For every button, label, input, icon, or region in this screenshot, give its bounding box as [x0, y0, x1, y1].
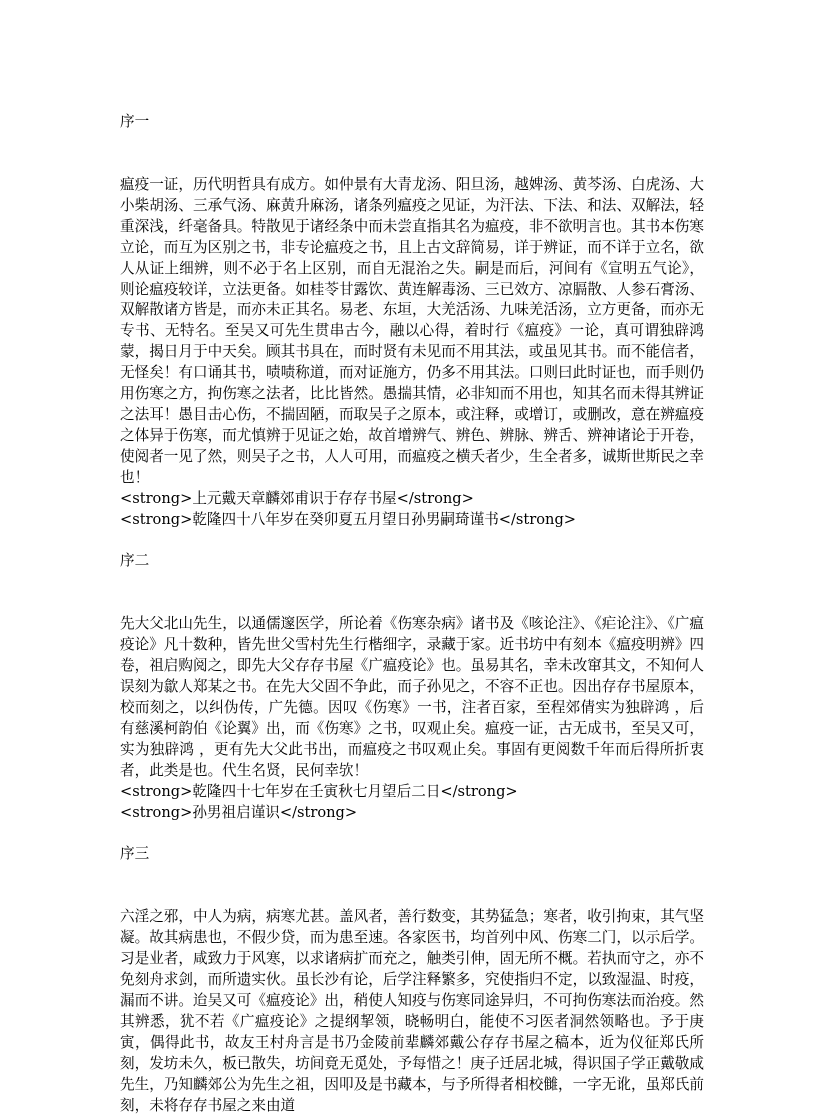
signature-line: <strong>上元戴天章麟郊甫识于存存书屋</strong>	[120, 489, 474, 507]
section-heading: 序一	[120, 113, 150, 130]
section-body: 六淫之邪，中人为病，病寒尤甚。盖风者，善行数变，其势猛急；寒者，收引拘束，其气坚凝。故其病患也，不假少贷，而为患至速。各家医书，均首列中风、伤寒二门，以示后学。习是业者，咸致力于风寒，以求诸病扩而充之，触类引伸，固无所不概。若执而守之，亦不免刻舟求剑，而所遗实伙。虽长沙有论，后学注释繁多，究使指归不定，以致湿温、时疫，漏而不讲。迨吴又可《瘟疫论》出，稍使人知疫与伤寒同途异归，不可拘伤寒法而治疫。然其辨悉，犹不若《广瘟疫论》之提纲挈领，晓畅明白，能使不习医者洞然领略也。予于庚寅，偶得此书，故友王村舟言是书乃金陵前辈麟郊戴公存存书屋之稿本，近为仪征郑氏所刻，发坊未久，板已散失，坊间竟无觅处，予每惜之！庚子迁居北城，得识国子学正戴敬咸先生，乃知麟郊公为先生之祖，因叩及是书藏本，与予所得者相校雠，一字无讹，虽郑氏前刻，未将存存书屋之来由道	[120, 908, 704, 1114]
section-heading: 序三	[120, 845, 150, 863]
signature-line: <strong>乾隆四十七年岁在壬寅秋七月望后二日</strong>	[120, 782, 518, 800]
preface-1	[120, 112, 704, 530]
section-body: 瘟疫一证，历代明哲具有成方。如仲景有大青龙汤、阳旦汤，越婢汤、黄芩汤、白虎汤、大小柴胡汤、三承气汤、麻黄升麻汤，诸条列瘟疫之见证，为汗法、下法、和法、双解法，轻重深浅，纤毫备具。特散见于诸经条中而未尝直指其名为瘟疫，非不欲明言也。其书本伤寒立论，而互为区别之书，非专论瘟疫之书，且上古文辞简易，详于辨证，而不详于立名，欲人从证上细辨，则不必于名上区别，而自无混治之失。嗣是而后，河间有《宣明五气论》，则论瘟疫较详，立法更备。如桂苓甘露饮、黄连解毒汤、三已效方、凉膈散、人参石膏汤、双解散诸方皆是，而亦未正其名。易老、东垣，大羌活汤、九味羌活汤，立方更备，而亦无专书、无特名。至吴又可先生贯串古今，融以心得，着时行《瘟疫》一论，真可谓独辟鸿蒙，揭日月于中天矣。顾其书具在，而时贤有未见而不用其法，或虽见其书。而不能信者，无怪矣！有口诵其书，啧啧称道，而对证施方，仍多不用其法。口则曰此时证也，而手则仍用伤寒之方，拘伤寒之法者，比比皆然。愚揣其情，必非知而不用也，知其名而未得其辨证之法耳！愚目击心伤，不揣固陋，而取吴子之原本，或注释，或增订，或删改，意在辨瘟疫之体异于伤寒，而尤慎辨于见证之始，故首增辨气、辨色、辨脉、辨舌、辨神诸论于开卷，使阅者一见了然，则吴子之书，人人可用，而瘟疫之横夭者少，生全者多，诚斯世斯民之幸也！	[120, 176, 704, 486]
spacer	[120, 572, 704, 614]
signature-line: <strong>乾隆四十八年岁在癸卯夏五月望日孙男嗣琦谨书</strong>	[120, 510, 577, 528]
spacer	[120, 865, 704, 907]
spacer	[120, 823, 704, 844]
spacer	[120, 133, 704, 175]
section-heading: 序二	[120, 552, 150, 570]
preface-3	[120, 844, 704, 1116]
signature-line: <strong>孙男祖启谨识</strong>	[120, 803, 358, 821]
document-page	[120, 112, 704, 1117]
section-body: 先大父北山先生，以通儒邃医学，所论着《伤寒杂病》诸书及《咳论注》、《疟论注》、《广瘟疫论》凡十数种，皆先世父雪村先生行楷细字，录藏于家。近书坊中有刻本《瘟疫明辨》四卷，祖启购阅之，即先大父存存书屋《广瘟疫论》也。虽易其名，幸未改窜其文，不知何人误刻为歙人郑某之书。在先大父固不争此，而子孙见之，不容不正也。因出存存书屋原本，校而刻之，以纠伪传，广先德。因叹《伤寒》一书，注者百家，至程郊倩实为独辟鸿 ，后有慈溪柯韵伯《论翼》出，而《伤寒》之书，叹观止矣。瘟疫一证，古无成书，至吴又可，实为独辟鸿 ，更有先大父此书出，而瘟疫之书叹观止矣。事固有更阅数千年而后得所折衷者，此类是也。代生名贤，民何幸欤！	[120, 615, 704, 779]
spacer	[120, 530, 704, 551]
preface-2	[120, 551, 704, 823]
